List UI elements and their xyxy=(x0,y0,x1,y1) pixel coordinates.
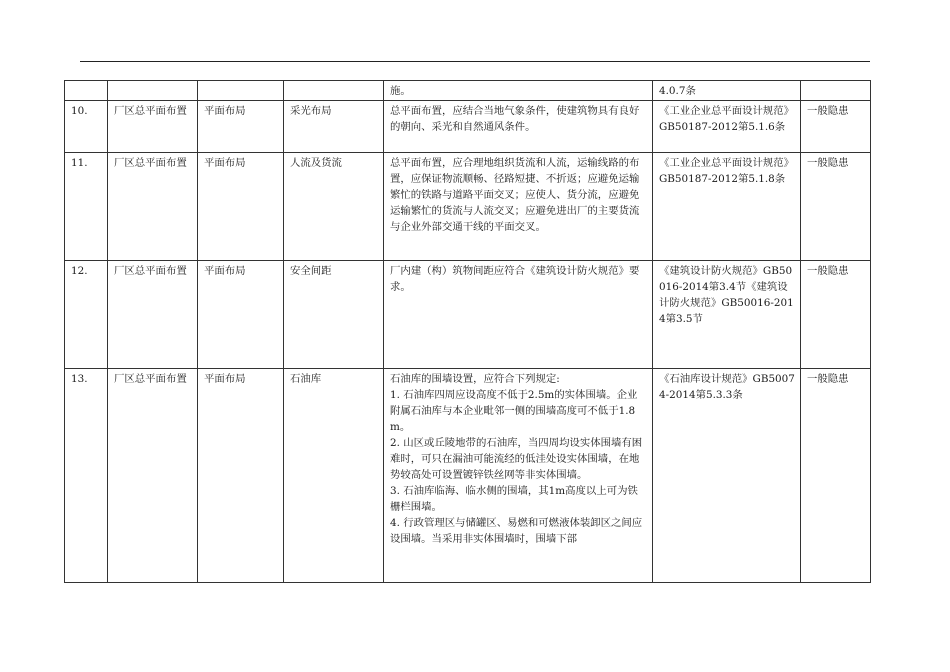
item-cell-text: 安全间距 xyxy=(290,265,332,277)
requirement-cell xyxy=(384,261,653,369)
basis-cell xyxy=(653,369,801,583)
item-cell xyxy=(284,81,384,101)
requirement-line: 3. 石油库临海、临水侧的围墙，其1m高度以上可为铁栅栏围墙。 xyxy=(390,485,638,513)
table-row xyxy=(65,153,871,261)
row-number xyxy=(65,101,108,153)
row-number-text: 11. xyxy=(71,157,88,169)
hazard-level-cell xyxy=(801,153,871,261)
item-cell-text: 采光布局 xyxy=(290,105,332,117)
item-cell xyxy=(284,101,384,153)
subcategory-cell-text: 平面布局 xyxy=(204,265,246,277)
row-number xyxy=(65,153,108,261)
table-row xyxy=(65,369,871,583)
requirement-line: 总平面布置，应结合当地气象条件，使建筑物具有良好的朝向、采光和自然通风条件。 xyxy=(390,105,640,133)
hazard-level-cell xyxy=(801,369,871,583)
row-number xyxy=(65,369,108,583)
requirement-cell xyxy=(384,153,653,261)
hazard-level-cell xyxy=(801,261,871,369)
row-number-text: 10. xyxy=(71,105,88,117)
row-number xyxy=(65,81,108,101)
basis-cell xyxy=(653,261,801,369)
subcategory-cell xyxy=(198,369,284,583)
requirement-line: 厂内建（构）筑物间距应符合《建筑设计防火规范》要求。 xyxy=(390,265,640,293)
subcategory-cell xyxy=(198,153,284,261)
basis-cell-text: 《工业企业总平面设计规范》GB50187-2012第5.1.8条 xyxy=(659,157,795,185)
hazard-level-cell xyxy=(801,81,871,101)
hazard-level-cell-text: 一般隐患 xyxy=(807,373,849,385)
row-number xyxy=(65,261,108,369)
subcategory-cell-text: 平面布局 xyxy=(204,373,246,385)
subcategory-cell-text: 平面布局 xyxy=(204,105,246,117)
item-cell-text: 人流及货流 xyxy=(290,157,342,169)
header-rule xyxy=(80,61,870,62)
category-cell xyxy=(108,261,198,369)
basis-cell-text: 《建筑设计防火规范》GB50016-2014第3.4节《建筑设计防火规范》GB50016-2014第3.5节 xyxy=(659,265,794,325)
item-cell xyxy=(284,153,384,261)
requirement-line: 1. 石油库四周应设高度不低于2.5m的实体围墙。企业附属石油库与本企业毗邻一侧的围墙高度可不低于1.8m。 xyxy=(390,389,638,433)
requirement-line: 2. 山区或丘陵地带的石油库，当四周均设实体围墙有困难时，可只在漏油可能流经的低洼处设实体围墙，在地势较高处可设置镀锌铁丝网等非实体围墙。 xyxy=(390,437,643,481)
category-cell-text: 厂区总平面布置 xyxy=(114,373,187,385)
requirement-line: 施。 xyxy=(390,85,411,97)
hazard-level-cell-text: 一般隐患 xyxy=(807,157,849,169)
basis-cell xyxy=(653,81,801,101)
category-cell-text: 厂区总平面布置 xyxy=(114,157,187,169)
category-cell xyxy=(108,101,198,153)
basis-cell xyxy=(653,101,801,153)
basis-cell-text: 《石油库设计规范》GB50074-2014第5.3.3条 xyxy=(659,373,795,401)
requirement-cell xyxy=(384,369,653,583)
hazard-level-cell xyxy=(801,101,871,153)
row-number-text: 13. xyxy=(71,373,88,385)
subcategory-cell xyxy=(198,101,284,153)
category-cell-text: 厂区总平面布置 xyxy=(114,265,187,277)
category-cell-text: 厂区总平面布置 xyxy=(114,105,187,117)
requirement-cell xyxy=(384,101,653,153)
subcategory-cell-text: 平面布局 xyxy=(204,157,246,169)
category-cell xyxy=(108,369,198,583)
item-cell xyxy=(284,369,384,583)
basis-cell-text: 《工业企业总平面设计规范》GB50187-2012第5.1.6条 xyxy=(659,105,795,133)
item-cell xyxy=(284,261,384,369)
requirement-line: 总平面布置，应合理地组织货流和人流，运输线路的布置，应保证物流顺畅、径路短捷、不折返；应避免运输繁忙的铁路与道路平面交叉；应使人、货分流，应避免运输繁忙的货流与人流交叉；应避免进出厂的主要货流与企业外部交通干线的平面交叉。 xyxy=(390,157,640,233)
hazard-table xyxy=(64,80,871,583)
row-number-text: 12. xyxy=(71,265,88,277)
requirement-cell xyxy=(384,81,653,101)
category-cell xyxy=(108,153,198,261)
subcategory-cell xyxy=(198,261,284,369)
subcategory-cell xyxy=(198,81,284,101)
hazard-level-cell-text: 一般隐患 xyxy=(807,265,849,277)
hazard-level-cell-text: 一般隐患 xyxy=(807,105,849,117)
requirement-line: 石油库的围墙设置，应符合下列规定: xyxy=(390,373,560,385)
table-row xyxy=(65,261,871,369)
basis-cell xyxy=(653,153,801,261)
table-row xyxy=(65,81,871,101)
table-row xyxy=(65,101,871,153)
basis-cell-text: 4.0.7条 xyxy=(659,85,696,97)
item-cell-text: 石油库 xyxy=(290,373,322,385)
category-cell xyxy=(108,81,198,101)
requirement-line: 4. 行政管理区与储罐区、易燃和可燃液体装卸区之间应设围墙。当采用非实体围墙时，围墙下部 xyxy=(390,517,643,545)
